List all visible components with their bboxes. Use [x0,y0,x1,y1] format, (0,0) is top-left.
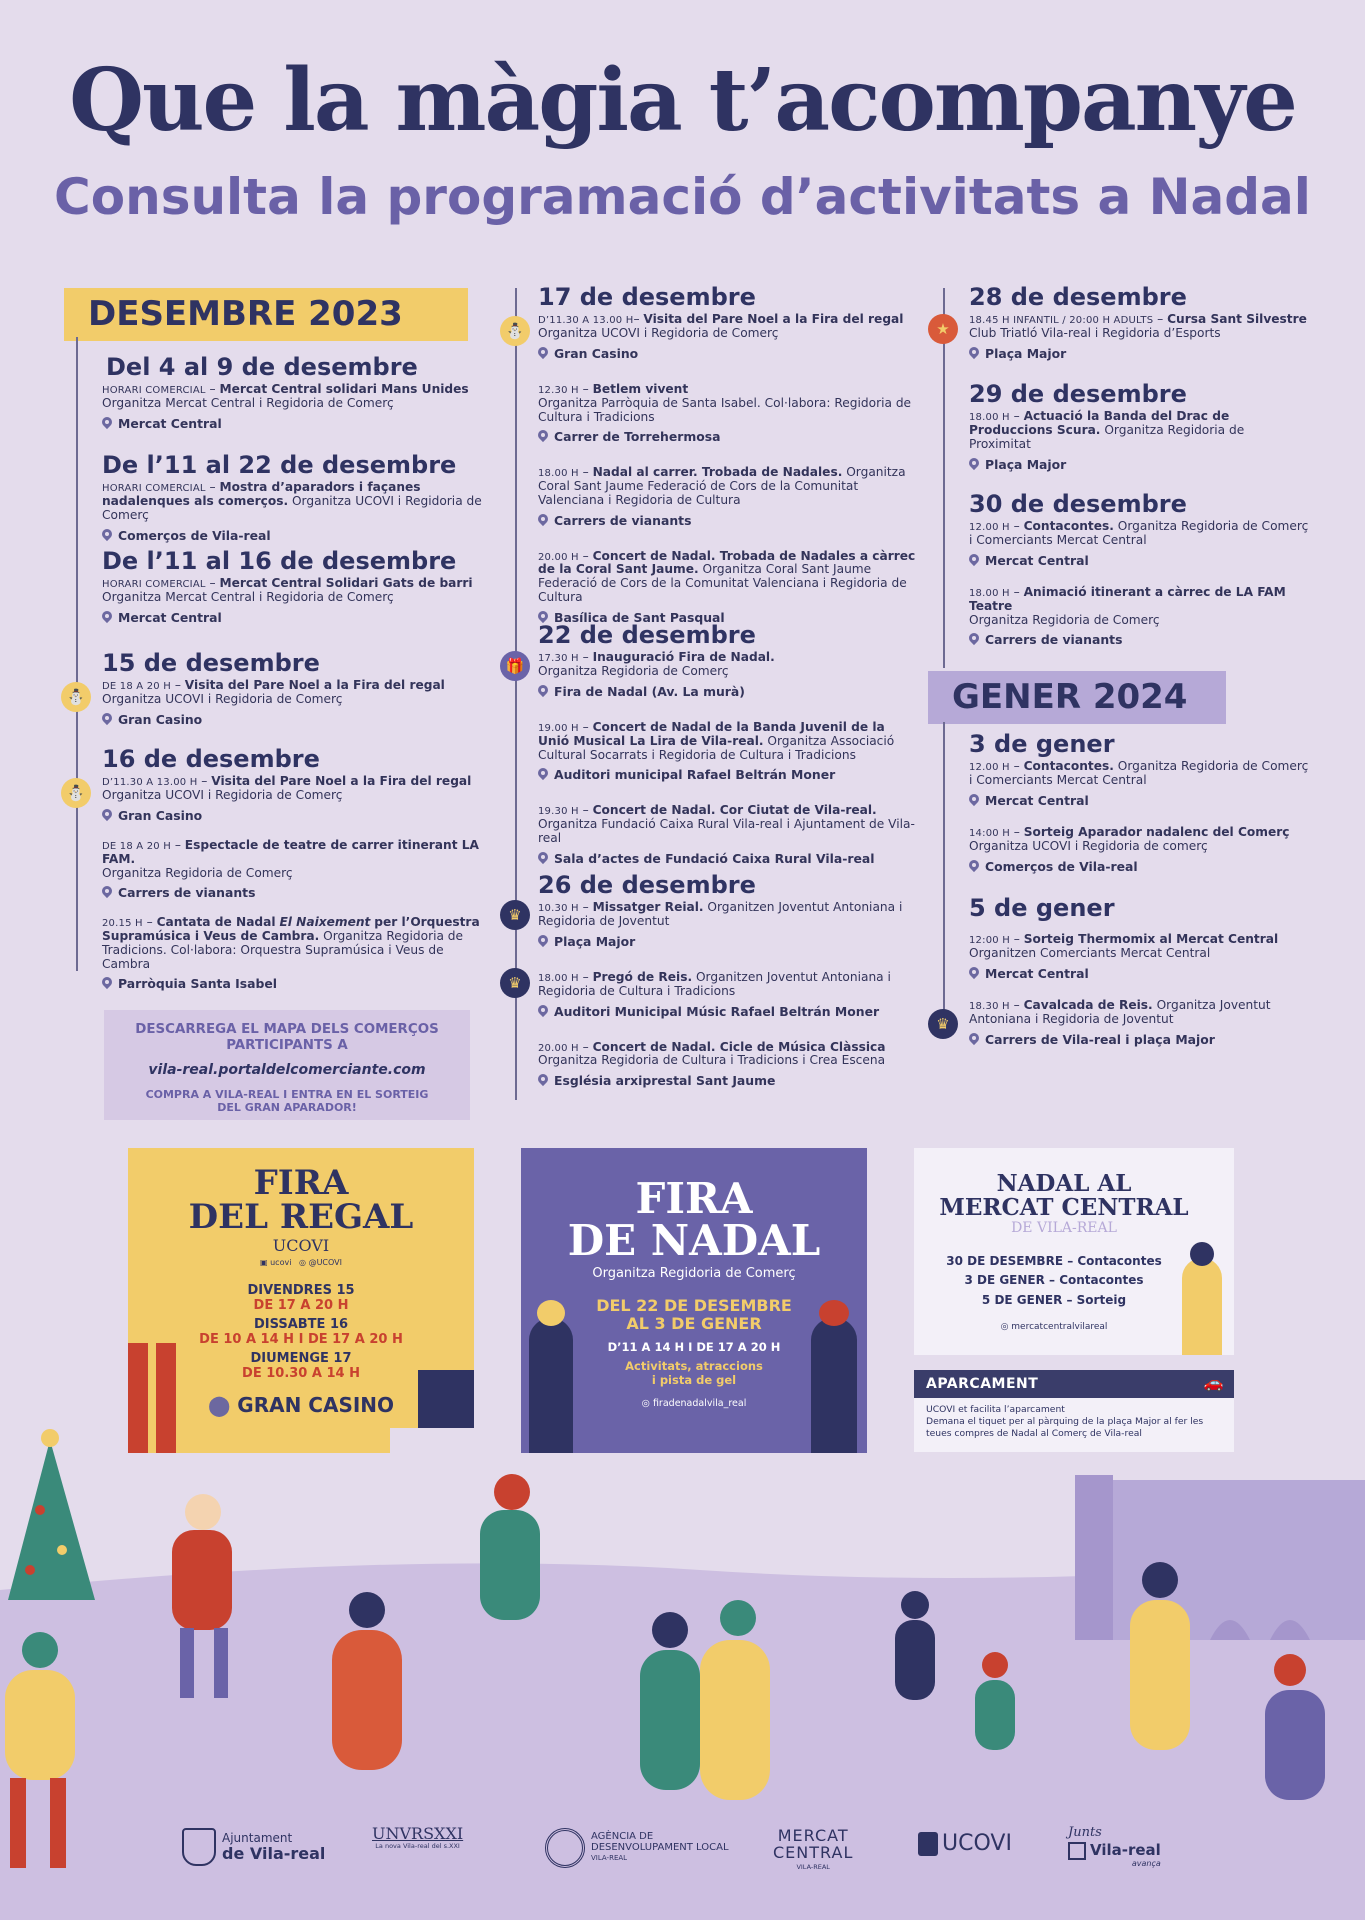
event-date: 26 de desembre [538,871,756,899]
event-block: De l’11 al 22 de desembre HORARI COMERCIAL – Mostra d’aparadors i façanes nadalenques als comerços. Organitza UCOVI i Regidoria de Comerç Comerços de Vila-real [102,452,492,543]
event-time: 18.45 H INFANTIL / 20:00 H ADULTS [969,315,1154,327]
schedule-hours: DE 17 A 20 H [253,1297,349,1313]
month-banner-december: DESEMBRE 2023 [64,288,468,341]
schedule-hours: DE 10 A 14 H I DE 17 A 20 H [199,1331,403,1347]
event-block: 26 de desembre 10.30 H – Missatger Reial. Organitzen Joventut Antoniana i Regidoria de Joventut Plaça Major 18.00 H – Pregó de Reis. Organitzen Joventut Antoniana i Regidoria de Cultura i Tradicions Auditori Municipal Músic Rafael Beltrán Moner 20.00 H – Concert de Nadal. Cicle de Música Clàssica Organitza Regidoria de Cultura i Tradicions i Crea Escena Església arxiprestal Sant Jaume [538,872,918,1088]
event-organizer: Organitza Joventut Antoniana i Regidoria de Joventut [969,997,1271,1026]
card-title: MERCAT CENTRAL [939,1194,1189,1222]
event-title: Concert de Nadal de la Banda Juvenil de la Unió Musical La Lira de Vila-real. [538,719,885,748]
event-date: 15 de desembre [102,649,320,677]
agencia-logo: AGÈNCIA DE DESENVOLUPAMENT LOCAL VILA-REAL [545,1828,729,1868]
location-pin-icon [969,1033,979,1046]
event-time: 20.15 H [102,918,143,930]
mercat-central-card [914,1148,1234,1355]
download-map-box [104,1010,470,1120]
santa-hat-icon: ⛄ [500,316,530,346]
event-organizer: Organitza UCOVI i Regidoria de Comerç [102,692,343,707]
event-organizer: Organitza UCOVI i Regidoria de comerç [969,838,1208,853]
event-title: Mostra d’aparadors i façanes nadalenques als comerços. [102,480,421,509]
crown-icon: ♛ [500,968,530,998]
event-title: Concert de Nadal. Trobada de Nadales a càrrec de la Coral Sant Jaume. [538,548,916,577]
event-date: 3 de gener [969,730,1115,758]
event-organizer: Organitza Parròquia de Santa Isabel. Col·labora: Regidoria de Cultura i Tradicions [538,395,912,424]
location-pin-icon [102,611,112,624]
santa-hat-icon: ⛄ [61,682,91,712]
location-pin-icon [538,685,548,698]
agencia-emblem-icon [545,1828,585,1868]
location-pin-icon [538,1074,548,1087]
parking-title: APARCAMENT 🚗 [914,1370,1234,1398]
event-title: Actuació la Banda del Drac de Produccions Scura. [969,409,1230,438]
timeline-line [943,288,945,668]
event-time: 18.00 H [969,412,1010,424]
event-location: Plaça Major [969,346,1309,361]
card-title: NADAL AL [996,1170,1132,1197]
unvrsxxi-logo: UNVRSXXI La nova Vila-real del s.XXI [372,1824,464,1850]
event-organizer: Organitza Associació Cultural Socarrats i Regidoria de Cultura i Tradicions [538,733,895,762]
event-time: 12:00 H [969,935,1010,947]
event-title: Contacontes. [1023,759,1114,774]
crest-icon [182,1828,216,1866]
schedule-day: DIUMENGE 17 [250,1350,352,1366]
event-title-italic: El Naixement [279,915,371,930]
page-title: Que la màgia t’acompanye [69,50,1296,151]
event-title: Concert de Nadal. Cicle de Música Clàssica [592,1039,886,1054]
card-hours: D’11 A 14 H I DE 17 A 20 H [607,1340,781,1355]
schedule-line: 3 DE GENER – Contacontes [964,1273,1144,1288]
event-title: Missatger Reial. [592,900,704,915]
event-time: DE 18 A 20 H [102,840,171,852]
event-location: Auditori Municipal Músic Rafael Beltrán Moner [538,1004,918,1019]
event-organizer: Organitza Regidoria de Tradicions. Col·labora: Orquestra Supramúsica i Veus de Cambra [102,929,464,971]
event-title: Cantata de Nadal [156,915,276,930]
event-organizer: Organitza Regidoria de Comerç [538,664,729,679]
event-organizer: Organitzen Joventut Antoniana i Regidoria de Cultura i Tradicions [538,969,891,998]
ucovi-emblem-icon [918,1832,938,1856]
event-time: 12.30 H [538,384,579,396]
event-time: 20.00 H [538,551,579,563]
event-title: per l’Orquestra Supramúsica i Veus de Cambra. [102,915,480,944]
event-time: HORARI COMERCIAL [102,385,206,397]
event-location: Església arxiprestal Sant Jaume [538,1073,918,1088]
location-pin-icon [102,529,112,542]
event-title: Nadal al carrer. Trobada de Nadales. [592,465,843,480]
event-title: Animació itinerant a càrrec de LA FAM Teatre [969,584,1286,613]
card-location: ⬤ GRAN CASINO [207,1392,395,1417]
event-location: Comerços de Vila-real [102,528,492,543]
event-location: Mercat Central [102,416,492,431]
event-organizer: Organitza UCOVI i Regidoria de Comerç [102,788,343,803]
event-block: 22 de desembre 17.30 H – Inauguració Fira de Nadal. Organitza Regidoria de Comerç Fira de Nadal (Av. La murà) 19.00 H – Concert de Nadal de la Banda Juvenil de la Unió Musical La Lira de Vila-real. Organitza Associació Cultural Socarrats i Regidoria de Cultura i Tradicions Auditori municipal Rafael Beltrán Moner 19.30 H – Concert de Nadal. Cor Ciutat de Vila-real. Organitza Fundació Caixa Rural Vila-real i Ajuntament de Vila-real Sala d’actes de Fundació Caixa Rural Vila-real [538,622,918,866]
card-activities: Activitats, atraccions [625,1359,763,1374]
event-time: HORARI COMERCIAL [102,579,206,591]
location-pin-icon [969,860,979,873]
event-date: 30 de desembre [969,490,1187,518]
location-pin-icon [102,809,112,822]
event-block: 3 de gener 12.00 H – Contacontes. Organitza Regidoria de Comerç i Comerciants Mercat Central Mercat Central 14:00 H – Sorteig Aparador nadalenc del Comerç Organitza UCOVI i Regidoria de comerç Comerços de Vila-real [969,730,1309,874]
event-time: 18.00 H [538,468,579,480]
event-organizer: Organitza Coral Sant Jaume Federació de Cors de la Comunitat Valenciana i Regidoria de Cultura [538,465,906,507]
schedule-day: DIVENDRES 15 [247,1282,355,1298]
ucovi-logo: UCOVI [918,1832,1012,1856]
event-organizer: Organitzen Comerciants Mercat Central [969,946,1211,961]
event-block: 5 de gener 12:00 H – Sorteig Thermomix al Mercat Central Organitzen Comerciants Mercat Central Mercat Central 18.30 H – Cavalcada de Reis. Organitza Joventut Antoniana i Regidoria de Joventut Carrers de Vila-real i plaça Major [969,895,1309,1047]
parking-text: UCOVI et facilita l’aparcament Demana el tiquet per al pàrquing de la plaça Major al fer les teues compres de Nadal al Comerç de Vila-real [926,1404,1204,1439]
card-title: DEL REGAL [188,1197,414,1237]
event-organizer: Organitza Regidoria de Proximitat [969,423,1245,451]
card-organizer: Organitza Regidoria de Comerç [592,1266,796,1281]
event-location: Mercat Central [969,966,1309,981]
event-location: Gran Casino [538,346,918,361]
schedule-line: 30 DE DESEMBRE – Contacontes [946,1254,1162,1269]
card-activities: i pista de gel [651,1372,737,1387]
event-time: 19.30 H [538,806,579,818]
event-time: 12.00 H [969,522,1010,534]
location-pin-icon [969,347,979,360]
gift-icon: 🎁 [500,651,530,681]
christmas-tree-illustration [8,1429,95,1600]
event-date: 28 de desembre [969,283,1187,311]
location-pin-icon [538,852,548,865]
location-pin-icon [969,633,979,646]
event-organizer: Organitza Coral Sant Jaume Federació de Cors de la Comunitat Valenciana i Regidoria de Cultura [538,562,907,604]
location-pin-icon [538,935,548,948]
location-pin-icon [969,967,979,980]
location-pin-icon [969,794,979,807]
event-time: 18.30 H [969,1000,1010,1012]
event-location: Mercat Central [102,610,492,625]
event-location: Basílica de Sant Pasqual [538,610,918,625]
event-time: 14:00 H [969,827,1010,839]
ajuntament-logo: Ajuntament de Vila-real [182,1828,325,1866]
event-location: Carrers de vianants [538,513,918,528]
page-subtitle: Consulta la programació d’activitats a Nadal [54,168,1311,226]
event-block: De l’11 al 16 de desembre HORARI COMERCIAL – Mercat Central Solidari Gats de barri Organitza Mercat Central i Regidoria de Comerç Mercat Central [102,548,492,625]
event-location: Plaça Major [969,457,1309,472]
event-title: Betlem vivent [592,381,689,396]
timeline-line [943,722,945,1020]
event-organizer: Organitza Mercat Central i Regidoria de Comerç [102,396,394,411]
event-block: 28 de desembre 18.45 H INFANTIL / 20:00 H ADULTS – Cursa Sant Silvestre Club Triatló Vila-real i Regidoria d’Esports Plaça Major [969,284,1309,361]
event-block: 16 de desembre D’11.30 A 13.00 H – Visita del Pare Noel a la Fira del regal Organitza UCOVI i Regidoria de Comerç Gran Casino DE 18 A 20 H – Espectacle de teatre de carrer itinerant LA FAM. Organitza Regidoria de Comerç Carrers de vianants 20.15 H – Cantata de Nadal El Naixement per l’Orquestra Supramúsica i Veus de Cambra. Organitza Regidoria de Tradicions. Col·labora: Orquestra Supramúsica i Veus de Cambra Parròquia Santa Isabel [102,746,492,991]
location-pin-icon [538,430,548,443]
star-icon: ★ [928,314,958,344]
event-organizer: Organitza Mercat Central i Regidoria de Comerç [102,590,394,605]
event-organizer: Club Triatló Vila-real i Regidoria d’Esports [969,326,1221,341]
event-location: Gran Casino [102,808,492,823]
event-location: Carrers de Vila-real i plaça Major [969,1032,1309,1047]
event-location: Carrers de vianants [969,632,1309,647]
event-time: 12.00 H [969,762,1010,774]
event-block: 17 de desembre D’11.30 A 13.00 H– Visita del Pare Noel a la Fira del regal Organitza UCOVI i Regidoria de Comerç Gran Casino 12.30 H – Betlem vivent Organitza Parròquia de Santa Isabel. Col·labora: Regidoria de Cultura i Tradicions Carrer de Torrehermosa 18.00 H – Nadal al carrer. Trobada de Nadales. Organitza Coral Sant Jaume Federació de Cors de la Comunitat Valenciana i Regidoria de Cultura Carrers de vianants 20.00 H – Concert de Nadal. Trobada de Nadales a càrrec de la Coral Sant Jaume. Organitza Coral Sant Jaume Federació de Cors de la Comunitat Valenciana i Regidoria de Cultura Basílica de Sant Pasqual [538,284,918,625]
event-time: 20.00 H [538,1042,579,1054]
event-location: Carrers de vianants [102,885,492,900]
schedule-day: DISSABTE 16 [253,1316,349,1332]
event-title: Visita del Pare Noel a la Fira del regal [184,678,445,693]
social-links: ▣ ucovi ◎ @UCOVI [259,1257,343,1267]
event-location: Comerços de Vila-real [969,859,1309,874]
event-block: 29 de desembre 18.00 H – Actuació la Banda del Drac de Produccions Scura. Organitza Regidoria de Proximitat Plaça Major [969,381,1309,472]
event-organizer: Organitza Regidoria de Cultura i Tradicions i Crea Escena [538,1053,886,1068]
event-date: 17 de desembre [538,283,756,311]
event-title: Cursa Sant Silvestre [1167,312,1307,327]
event-time: HORARI COMERCIAL [102,483,206,495]
event-location: Fira de Nadal (Av. La murà) [538,684,918,699]
event-title: Espectacle de teatre de carrer itinerant LA FAM. [102,837,479,866]
event-organizer: Organitza UCOVI i Regidoria de Comerç [538,326,779,341]
event-title: Concert de Nadal. Cor Ciutat de Vila-real. [592,803,877,818]
crown-icon: ♛ [928,1009,958,1039]
schedule-hours: DE 10.30 A 14 H [242,1365,360,1381]
event-date: De l’11 al 16 de desembre [102,547,457,575]
timeline-line [76,337,78,971]
event-time: 18.00 H [969,587,1010,599]
event-time: D’11.30 A 13.00 H [102,777,198,789]
event-organizer: Organitza Regidoria de Comerç i Comerciants Mercat Central [969,519,1309,548]
car-icon: 🚗 [1203,1373,1224,1392]
event-block: 30 de desembre 12.00 H – Contacontes. Organitza Regidoria de Comerç i Comerciants Mercat Central Mercat Central 18.00 H – Animació itinerant a càrrec de LA FAM Teatre Organitza Regidoria de Comerç Carrers de vianants [969,490,1309,648]
castle-illustration [1075,1475,1365,1640]
event-title: Inauguració Fira de Nadal. [592,650,775,665]
social-link: ◎ mercatcentralvilareal [1000,1321,1108,1332]
card-dates: DEL 22 DE DESEMBRE [596,1296,792,1315]
event-title: Mercat Central Solidari Gats de barri [219,576,473,591]
event-location: Plaça Major [538,934,918,949]
event-organizer: Organitza UCOVI i Regidoria de Comerç [102,494,482,522]
event-title: Visita del Pare Noel a la Fira del regal [643,312,904,327]
card-dates: AL 3 DE GENER [626,1313,762,1333]
event-title: Sorteig Thermomix al Mercat Central [1023,932,1279,947]
event-location: Sala d’actes de Fundació Caixa Rural Vila-real [538,851,918,866]
location-pin-icon [102,417,112,430]
event-date: 5 de gener [969,894,1115,922]
junts-emblem-icon [1068,1842,1086,1860]
event-title: Sorteig Aparador nadalenc del Comerç [1023,824,1290,839]
event-date: 29 de desembre [969,380,1187,408]
event-organizer: Organitza Regidoria de Comerç i Comerciants Mercat Central [969,759,1309,788]
card-title: FIRA [253,1163,349,1203]
download-link[interactable]: vila-real.portaldelcomerciante.com [148,1062,426,1079]
location-pin-icon [538,347,548,360]
mercat-central-logo: MERCAT CENTRAL VILA-REAL [773,1826,854,1871]
event-block: Del 4 al 9 de desembre HORARI COMERCIAL – Mercat Central solidari Mans Unides Organitza Mercat Central i Regidoria de Comerç Mercat Central [102,354,492,431]
location-pin-icon [969,458,979,471]
card-title: DE NADAL [567,1216,821,1265]
card-organizer: UCOVI [272,1235,330,1255]
event-organizer: Organitza Fundació Caixa Rural Vila-real i Ajuntament de Vila-real [538,817,915,845]
event-date: Del 4 al 9 de desembre [106,353,418,381]
event-title: Visita del Pare Noel a la Fira del regal [211,774,472,789]
crown-icon: ♛ [500,900,530,930]
woman-illustration [1182,1258,1222,1355]
location-pin-icon [538,514,548,527]
event-time: 19.00 H [538,722,579,734]
event-time: 18.00 H [538,972,579,984]
schedule-line: 5 DE GENER – Sorteig [981,1292,1127,1307]
event-location: Mercat Central [969,553,1309,568]
month-banner-january: GENER 2024 [928,671,1226,724]
card-subtitle: DE VILA-REAL [1011,1220,1117,1237]
location-pin-icon [969,554,979,567]
card-title: FIRA [635,1174,753,1223]
location-pin-icon [102,713,112,726]
social-link: ◎ firadenadalvila_real [641,1397,747,1409]
event-location: Mercat Central [969,793,1309,808]
event-title: Contacontes. [1023,519,1114,534]
download-text: DESCARREGA EL MAPA DELS COMERÇOS PARTICIPANTS A [135,1022,439,1054]
event-location: Gran Casino [102,712,492,727]
event-title: Cavalcada de Reis. [1023,997,1153,1012]
location-pin-icon [538,768,548,781]
event-block: 15 de desembre DE 18 A 20 H – Visita del Pare Noel a la Fira del regal Organitza UCOVI i Regidoria de Comerç Gran Casino [102,650,492,727]
event-time: D’11.30 A 13.00 H [538,315,634,327]
santa-hat-icon: ⛄ [61,778,91,808]
event-title: Pregó de Reis. [592,969,693,984]
event-organizer: Organitza Regidoria de Comerç [102,865,293,880]
event-organizer: Organitza Regidoria de Comerç [969,612,1160,627]
event-location: Carrer de Torrehermosa [538,429,918,444]
location-pin-icon [538,1005,548,1018]
event-time: DE 18 A 20 H [102,681,171,693]
location-pin-icon [102,886,112,899]
event-date: De l’11 al 22 de desembre [102,451,457,479]
event-date: 22 de desembre [538,621,756,649]
raffle-text: COMPRA A VILA-REAL I ENTRA EN EL SORTEIG DEL GRAN APARADOR! [145,1088,429,1115]
location-pin-icon [102,977,112,990]
event-time: 17.30 H [538,653,579,665]
event-date: 16 de desembre [102,745,320,773]
event-location: Parròquia Santa Isabel [102,976,492,991]
event-location: Auditori municipal Rafael Beltrán Moner [538,767,918,782]
event-time: 10.30 H [538,903,579,915]
event-title: Mercat Central solidari Mans Unides [219,382,469,397]
junts-vila-real-logo: Junts Vila-real avança [1068,1825,1161,1868]
event-organizer: Organitzen Joventut Antoniana i Regidoria de Joventut [538,900,903,929]
